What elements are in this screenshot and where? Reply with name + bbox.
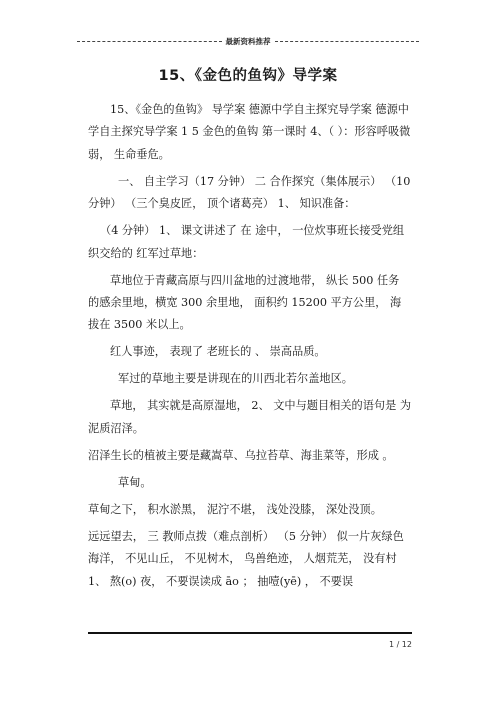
page-header bbox=[77, 36, 419, 47]
header-dash-right bbox=[275, 41, 420, 42]
paragraph-intro: 15、《金色的鱼钩》 导学案 德源中学自主探究导学案 德源中学自主探究导学案 1 5 金色的鱼钩 第一课时 4、（ ）：形容呼吸微弱， 生命垂危。 bbox=[88, 103, 411, 161]
paragraph-grassland: 草地位于青藏高原与四川盆地的过渡地带， 纵长 500 任务 的感余里地，横宽 300 余里地， 面积约 15200 平方公里， 海拔在 3500 米以上。 bbox=[88, 273, 402, 332]
document-title: 15、《金色的鱼钩》导学案 bbox=[158, 68, 338, 84]
paragraph-wetland: 草地， 其实就是高原湿地， 2、 文中与题目相关的语句是 为泥质沼泽。 bbox=[88, 399, 412, 435]
document-body bbox=[88, 99, 412, 598]
page-number: 1 / 12 bbox=[388, 640, 412, 649]
header-label: 最新资料推荐 bbox=[225, 37, 271, 46]
header-dash-left bbox=[77, 41, 222, 42]
footer-rule bbox=[88, 632, 412, 634]
paragraph-task: （4 分钟） 1、 课文讲述了 在 途中， 一位炊事班长接受党组织交给的 红军过草地： bbox=[88, 224, 405, 260]
paragraph-deeds: 红人事迹， 表现了 老班长的 、 崇高品质。 bbox=[110, 345, 326, 359]
paragraph-self-study: 一、 自主学习（17 分钟） 二 合作探究（集体展示） （10 分钟） （三个臭皮匠， 顶个诸葛亮） 1、 知识准备： bbox=[88, 174, 411, 211]
paragraph-vegetation: 沼泽生长的植被主要是藏嵩草、乌拉苔草、海韭菜等，形成 。 bbox=[88, 448, 394, 462]
paragraph-view: 远远望去， 三 教师点拨（难点剖析） （5 分钟） 似一片灰绿色海洋， 不见山丘， 不见树木， 鸟兽绝迹， 人烟荒芜， 没有村 1、 熬(o) 夜， 不要误读成 āo ； 抽噎(yē) ， 不要误 bbox=[88, 529, 404, 588]
paragraph-swamp: 草甸之下， 积水淤黑， 泥泞不堪， 浅处没膝， 深处没顶。 bbox=[88, 502, 382, 516]
paragraph-region: 军过的草地主要是讲现在的川西北若尔盖地区。 bbox=[118, 372, 353, 386]
paragraph-meadow: 草甸。 bbox=[118, 475, 152, 489]
